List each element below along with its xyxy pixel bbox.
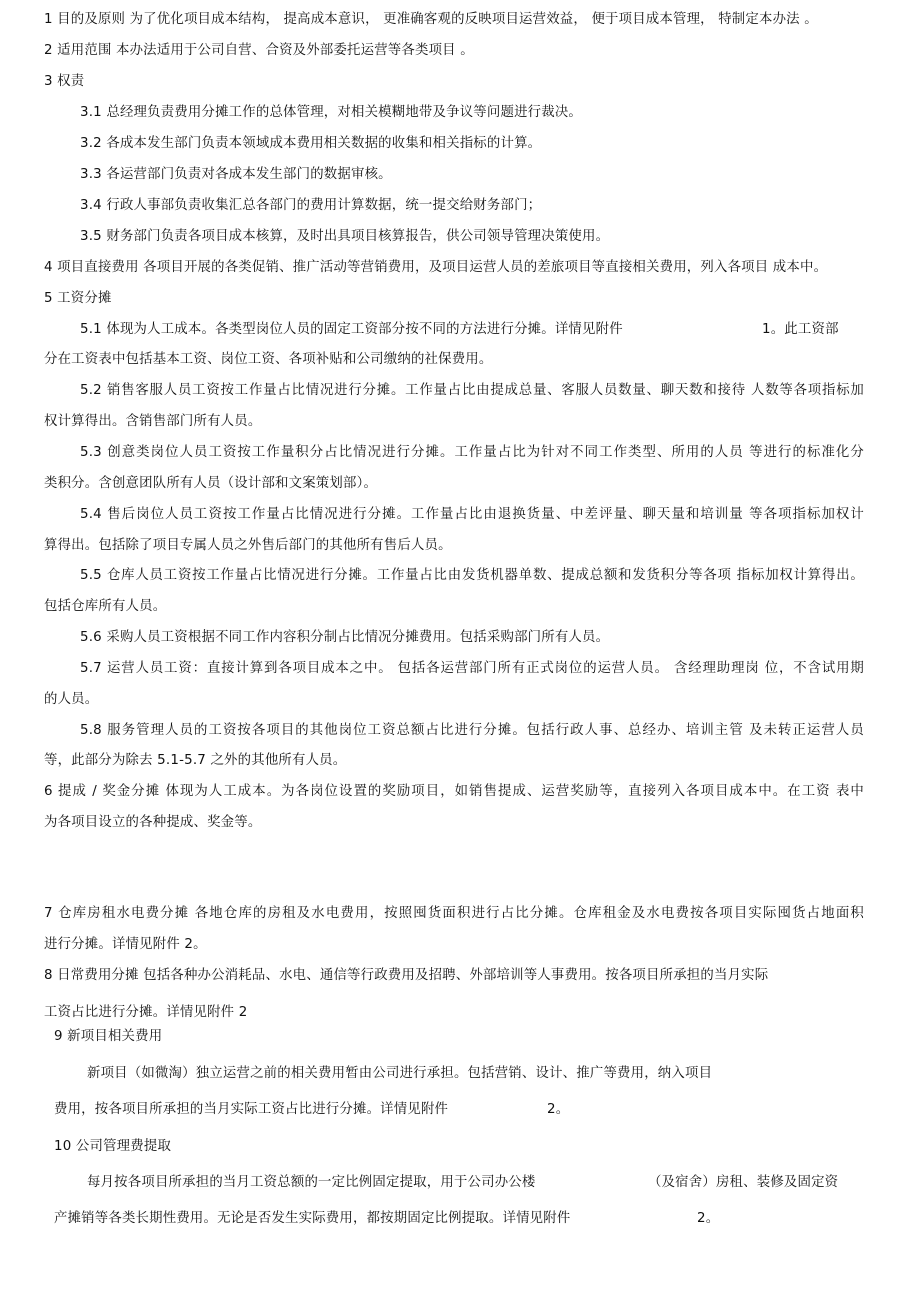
clause-4-direct-costs: 4 项目直接费用 各项目开展的各类促销、推广活动等营销费用，及项目运营人员的差旅项目等直接相关费用，列入各项目 成本中。 xyxy=(44,260,828,275)
clause-5-4-line-1: 5.4 售后岗位人员工资按工作量占比情况进行分摊。工作量占比由退换货量、中差评量、聊天量和培训量 等各项指标加权计 xyxy=(80,507,864,522)
clause-10-heading: 10 公司管理费提取 xyxy=(54,1139,172,1154)
clause-10-line-1a: 每月按各项目所承担的当月工资总额的一定比例固定提取，用于公司办公楼 xyxy=(87,1175,536,1190)
clause-5-3-line-2: 类积分。含创意团队所有人员（设计部和文案策划部）。 xyxy=(44,476,378,491)
clause-5-1-line-2: 分在工资表中包括基本工资、岗位工资、各项补贴和公司缴纳的社保费用。 xyxy=(44,352,493,367)
clause-3-2: 3.2 各成本发生部门负责本领域成本费用相关数据的收集和相关指标的计算。 xyxy=(80,136,542,151)
clause-10-line-2: 产摊销等各类长期性费用。无论是否发生实际费用，都按期固定比例提取。详情见附件 xyxy=(54,1211,571,1226)
clause-3-5: 3.5 财务部门负责各项目成本核算，及时出具项目核算报告，供公司领导管理决策使用。 xyxy=(80,229,610,244)
clause-2-scope: 2 适用范围 本办法适用于公司自营、合资及外部委托运营等各类项目 。 xyxy=(44,43,474,58)
clause-5-2-line-2: 权计算得出。含销售部门所有人员。 xyxy=(44,414,262,429)
clause-5-5-line-2: 包括仓库所有人员。 xyxy=(44,599,167,614)
clause-7-line-1: 7 仓库房租水电费分摊 各地仓库的房租及水电费用，按照囤货面积进行占比分摊。仓库租金及水电费按各项目实际囤货占地面积 xyxy=(44,906,864,921)
clause-7-line-2: 进行分摊。详情见附件 2。 xyxy=(44,937,207,952)
clause-5-7-line-2: 的人员。 xyxy=(44,692,99,707)
clause-10-line-1b: （及宿舍）房租、装修及固定资 xyxy=(648,1175,839,1190)
clause-6-line-1: 6 提成 / 奖金分摊 体现为人工成本。为各岗位设置的奖励项目，如销售提成、运营奖励等，直接列入各项目成本中。在工资 表中 xyxy=(44,784,864,799)
clause-9-line-2: 费用，按各项目所承担的当月实际工资占比进行分摊。详情见附件 xyxy=(54,1102,449,1117)
clause-5-1-attachment-ref: 1。此工资部 xyxy=(762,322,839,337)
clause-8-line-1: 8 日常费用分摊 包括各种办公消耗品、水电、通信等行政费用及招聘、外部培训等人事费用。按各项目所承担的当月实际 xyxy=(44,968,769,983)
clause-6-line-2: 为各项目设立的各种提成、奖金等。 xyxy=(44,815,262,830)
clause-1-purpose: 1 目的及原则 为了优化项目成本结构， 提高成本意识， 更准确客观的反映项目运营效益， 便于项目成本管理， 特制定本办法 。 xyxy=(44,12,818,27)
clause-5-5-line-1: 5.5 仓库人员工资按工作量占比情况进行分摊。工作量占比由发货机器单数、提成总额和发货积分等各项 指标加权计算得出。 xyxy=(80,568,864,583)
clause-5-8-line-1: 5.8 服务管理人员的工资按各项目的其他岗位工资总额占比进行分摊。包括行政人事、总经办、培训主管 及未转正运营人员 xyxy=(80,723,864,738)
clause-3-heading: 3 权责 xyxy=(44,74,85,89)
clause-8-line-2: 工资占比进行分摊。详情见附件 2 xyxy=(44,1005,248,1020)
clause-5-8-line-2: 等，此部分为除去 5.1-5.7 之外的其他所有人员。 xyxy=(44,753,347,768)
clause-5-3-line-1: 5.3 创意类岗位人员工资按工作量积分占比情况进行分摊。工作量占比为针对不同工作类型、所用的人员 等进行的标准化分 xyxy=(80,445,864,460)
clause-9-attachment-ref: 2。 xyxy=(547,1102,570,1117)
clause-3-3: 3.3 各运营部门负责对各成本发生部门的数据审核。 xyxy=(80,167,392,182)
clause-5-1-line-1: 5.1 体现为人工成本。各类型岗位人员的固定工资部分按不同的方法进行分摊。详情见附件 xyxy=(80,322,623,337)
clause-3-4: 3.4 行政人事部负责收集汇总各部门的费用计算数据，统一提交给财务部门； xyxy=(80,198,542,213)
clause-5-7-line-1: 5.7 运营人员工资：直接计算到各项目成本之中。 包括各运营部门所有正式岗位的运营人员。 含经理助理岗 位，不含试用期 xyxy=(80,661,864,676)
clause-3-1: 3.1 总经理负责费用分摊工作的总体管理，对相关模糊地带及争议等问题进行裁决。 xyxy=(80,105,583,120)
clause-5-heading: 5 工资分摊 xyxy=(44,291,112,306)
clause-5-2-line-1: 5.2 销售客服人员工资按工作量占比情况进行分摊。工作量占比由提成总量、客服人员数量、聊天数和接待 人数等各项指标加 xyxy=(80,383,864,398)
clause-5-4-line-2: 算得出。包括除了项目专属人员之外售后部门的其他所有售后人员。 xyxy=(44,538,452,553)
clause-10-attachment-ref: 2。 xyxy=(697,1211,720,1226)
clause-9-heading: 9 新项目相关费用 xyxy=(54,1029,163,1044)
clause-9-line-1: 新项目（如微淘）独立运营之前的相关费用暂由公司进行承担。包括营销、设计、推广等费用，纳入项目 xyxy=(87,1066,713,1081)
clause-5-6: 5.6 采购人员工资根据不同工作内容积分制占比情况分摊费用。包括采购部门所有人员。 xyxy=(80,630,610,645)
